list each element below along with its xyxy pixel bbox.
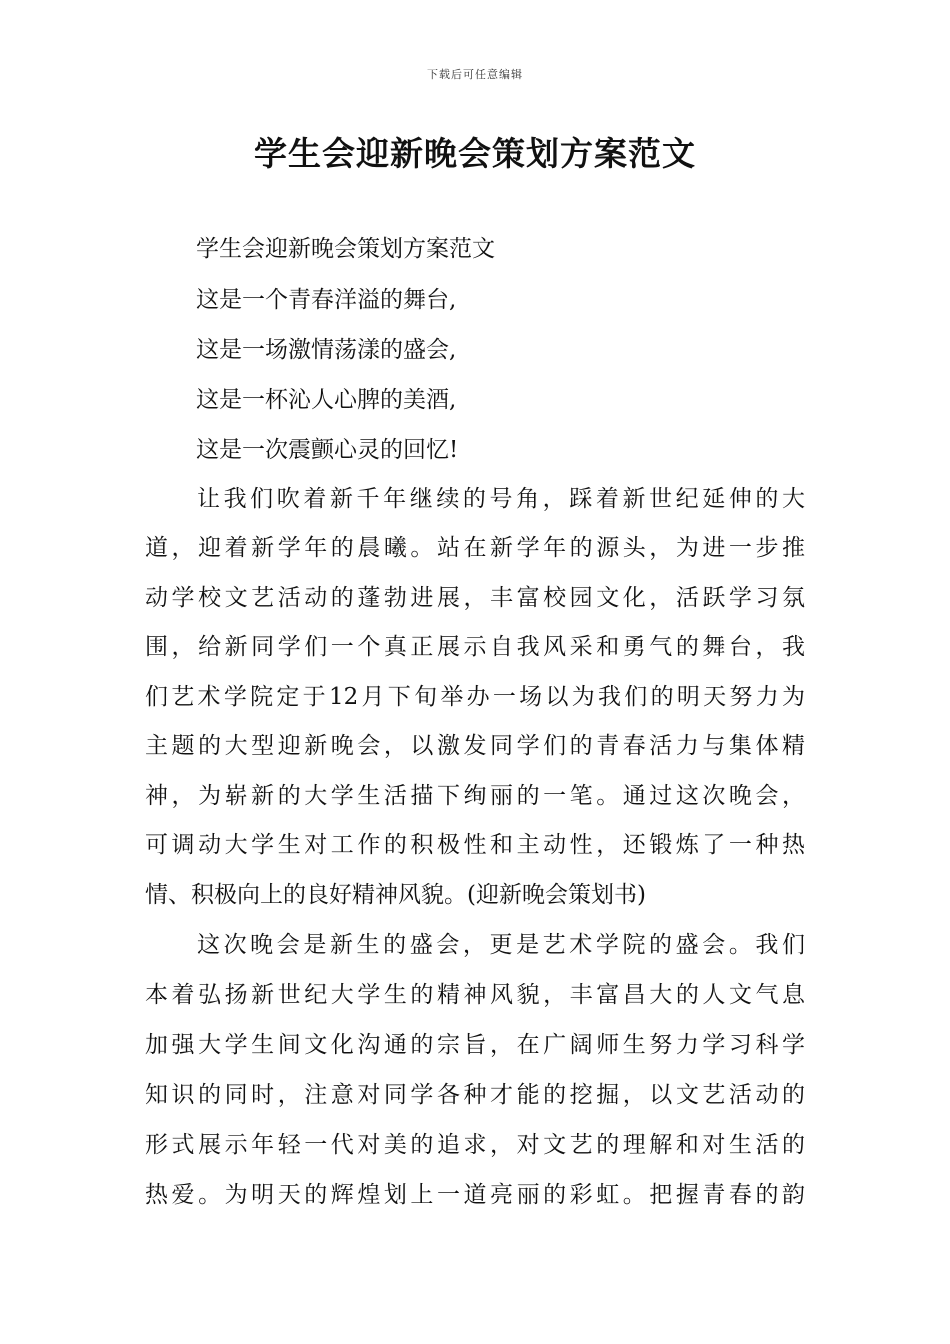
paragraph-2-line: 热爱。为明天的辉煌划上一道亮丽的彩虹。把握青春的韵 bbox=[145, 1182, 805, 1208]
verse-line: 这是一杯沁人心脾的美酒, bbox=[196, 387, 457, 413]
verse-line: 学生会迎新晚会策划方案范文 bbox=[196, 236, 495, 262]
document-title: 学生会迎新晚会策划方案范文 bbox=[254, 134, 696, 173]
paragraph-1-line: 道，迎着新学年的晨曦。站在新学年的源头，为进一步推 bbox=[145, 535, 805, 561]
paragraph-1-line: 们艺术学院定于12月下旬举办一场以为我们的明天努力为 bbox=[145, 684, 805, 710]
paragraph-2-line: 这次晚会是新生的盛会，更是艺术学院的盛会。我们 bbox=[197, 932, 805, 958]
paragraph-1-line: 可调动大学生对工作的积极性和主动性，还锻炼了一种热 bbox=[145, 832, 805, 858]
verse-line: 这是一个青春洋溢的舞台, bbox=[196, 287, 457, 313]
paragraph-2-line: 加强大学生间文化沟通的宗旨，在广阔师生努力学习科学 bbox=[145, 1032, 805, 1058]
paragraph-2-line: 本着弘扬新世纪大学生的精神风貌，丰富昌大的人文气息 bbox=[145, 982, 805, 1008]
paragraph-1-line: 围，给新同学们一个真正展示自我风采和勇气的舞台，我 bbox=[145, 634, 805, 660]
paragraph-1-line: 神，为崭新的大学生活描下绚丽的一笔。通过这次晚会， bbox=[145, 783, 805, 809]
paragraph-1-line: 让我们吹着新千年继续的号角，踩着新世纪延伸的大 bbox=[197, 486, 805, 512]
paragraph-1-line: 情、积极向上的良好精神风貌。(迎新晚会策划书) bbox=[145, 882, 646, 908]
paragraph-2-line: 知识的同时，注意对同学各种才能的挖掘，以文艺活动的 bbox=[145, 1082, 805, 1108]
paragraph-1-line: 主题的大型迎新晚会，以激发同学们的青春活力与集体精 bbox=[145, 733, 805, 759]
paragraph-1-line: 动学校文艺活动的蓬勃进展，丰富校园文化，活跃学习氛 bbox=[145, 585, 805, 611]
verse-line: 这是一次震颤心灵的回忆! bbox=[196, 437, 459, 463]
header-note: 下载后可任意编辑 bbox=[427, 68, 523, 81]
paragraph-2-line: 形式展示年轻一代对美的追求，对文艺的理解和对生活的 bbox=[145, 1132, 805, 1158]
verse-line: 这是一场激情荡漾的盛会, bbox=[196, 337, 457, 363]
